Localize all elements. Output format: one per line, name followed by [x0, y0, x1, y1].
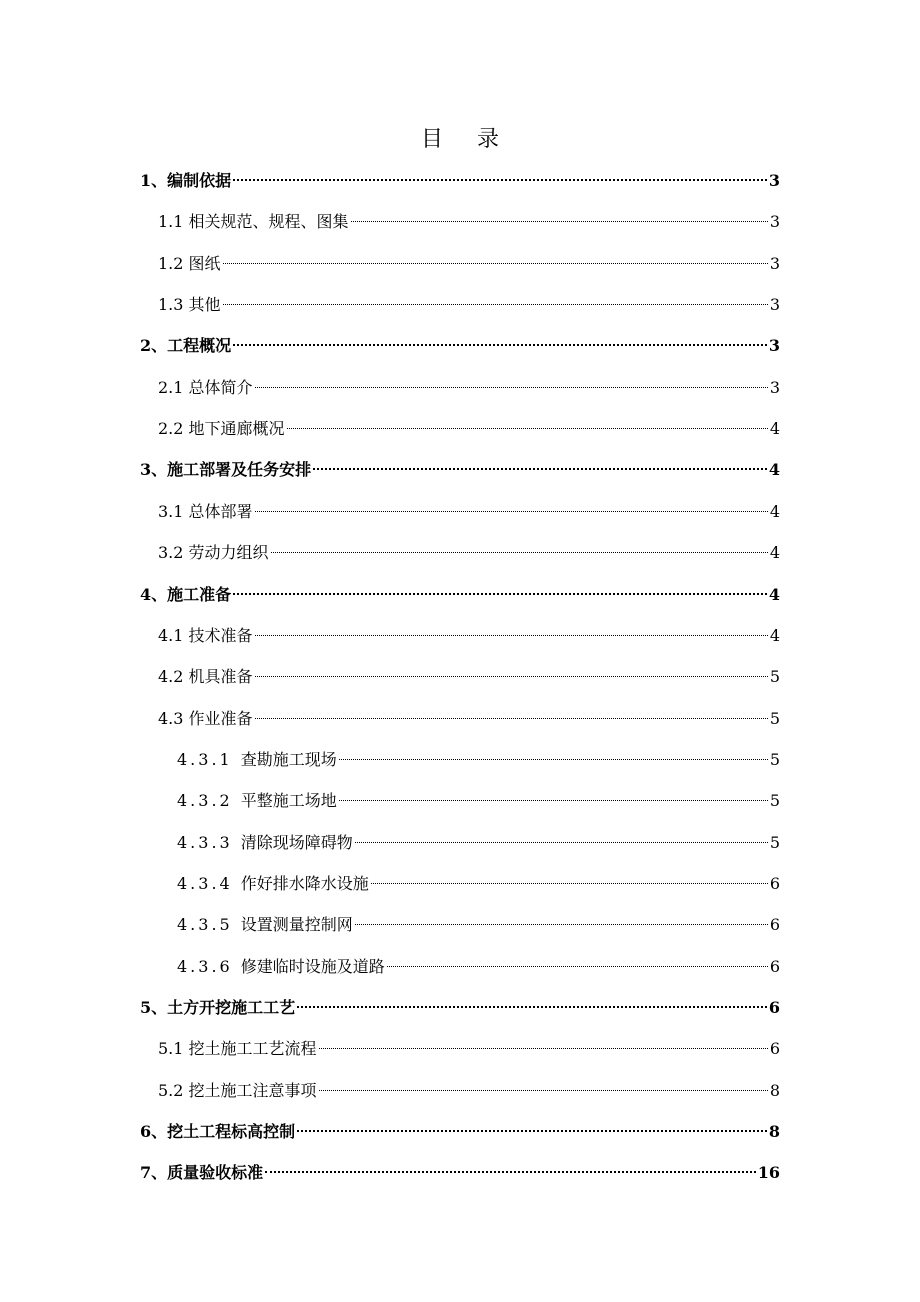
dot-leader: [233, 593, 767, 595]
toc-entry-number: 3、: [140, 460, 168, 480]
toc-entry-label: [158, 623, 253, 649]
dot-leader: [313, 468, 767, 470]
toc-entry-text: 机具准备: [188, 667, 253, 687]
dot-leader: [355, 924, 768, 925]
toc-entry-label: [140, 457, 311, 483]
toc-entry-number: 2.1: [158, 377, 189, 397]
toc-entry-page: 4: [769, 501, 780, 521]
toc-entry[interactable]: [140, 457, 780, 483]
toc-entry-label: [177, 954, 385, 980]
toc-entry-number: 4.3.1: [177, 749, 241, 769]
toc-entry[interactable]: [158, 251, 780, 277]
dot-leader: [339, 759, 768, 760]
toc-entry-label: [158, 251, 221, 277]
toc-entry-label: [177, 788, 337, 814]
toc-entry-page: 8: [769, 1080, 780, 1100]
toc-entry-number: 3.2: [158, 543, 189, 563]
page-title: [0, 122, 920, 153]
toc-entry-page: 8: [768, 1122, 780, 1142]
toc-entry-page: 4: [769, 419, 780, 439]
toc-entry-number: 5.1: [158, 1039, 189, 1059]
toc-entry-text: 编制依据: [167, 171, 232, 190]
toc-entry[interactable]: [158, 664, 780, 690]
toc-entry-label: [158, 706, 253, 732]
toc-entry-text: 平整施工场地: [240, 791, 337, 811]
toc-entry-text: 清除现场障碍物: [240, 832, 353, 852]
title-char-left: 目: [420, 127, 443, 152]
toc-entry-label: [140, 995, 295, 1021]
dot-leader: [371, 883, 768, 884]
toc-entry-text: 图纸: [188, 253, 221, 273]
dot-leader: [319, 1048, 768, 1049]
toc-entry[interactable]: [177, 912, 780, 938]
toc-entry-number: 4.3: [158, 708, 189, 728]
toc-entry[interactable]: [158, 706, 780, 732]
toc-entry-page: 3: [769, 253, 780, 273]
toc-entry-text: 挖土施工工艺流程: [188, 1039, 317, 1059]
toc-entry-label: [158, 1036, 317, 1062]
toc-entry-number: 1.2: [158, 253, 189, 273]
toc-entry-text: 施工部署及任务安排: [167, 460, 312, 480]
dot-leader: [255, 718, 768, 719]
dot-leader: [255, 676, 768, 677]
dot-leader: [265, 1171, 756, 1173]
dot-leader: [387, 966, 768, 967]
toc-entry[interactable]: [158, 1036, 780, 1062]
toc-entry-text: 挖土施工注意事项: [188, 1080, 317, 1100]
toc-entry[interactable]: [177, 788, 780, 814]
toc-entry-text: 施工准备: [167, 584, 232, 604]
toc-entry-label: [140, 168, 231, 194]
toc-entry-page: 5: [769, 667, 780, 687]
toc-entry-text: 技术准备: [188, 625, 253, 645]
toc-entry[interactable]: [140, 582, 780, 608]
dot-leader: [255, 635, 768, 636]
toc-entry-number: 7、: [140, 1163, 168, 1183]
dot-leader: [297, 1130, 767, 1132]
toc-entry-label: [158, 499, 253, 525]
toc-entry-text: 工程概况: [167, 336, 232, 356]
dot-leader: [223, 263, 768, 264]
toc-entry-page: 16: [757, 1163, 780, 1183]
toc-entry[interactable]: [140, 1160, 780, 1186]
dot-leader: [271, 552, 768, 553]
toc-entry[interactable]: [177, 747, 780, 773]
dot-leader: [255, 511, 768, 512]
toc-entry-text: 土方开挖施工工艺: [167, 998, 296, 1017]
dot-leader: [339, 800, 768, 801]
toc-entry-label: [158, 209, 349, 235]
toc-entry[interactable]: [177, 830, 780, 856]
toc-entry-number: 5.2: [158, 1080, 189, 1100]
toc-entry-page: 6: [768, 998, 780, 1017]
toc-entry-text: 作好排水降水设施: [240, 873, 369, 893]
toc-entry-label: [158, 292, 221, 318]
title-char-right: 录: [477, 127, 500, 152]
toc-entry-number: 2、: [140, 336, 168, 356]
toc-entry-page: 4: [769, 625, 780, 645]
toc-entry-text: 地下通廊概况: [188, 419, 285, 439]
toc-entry-label: [158, 540, 269, 566]
toc-entry-page: 6: [769, 915, 780, 935]
toc-entry-page: 5: [769, 832, 780, 852]
toc-entry-page: 5: [769, 708, 780, 728]
toc-entry-label: [158, 664, 253, 690]
toc-entry-page: 6: [769, 873, 780, 893]
toc-entry[interactable]: [140, 995, 780, 1021]
toc-entry-page: 4: [768, 460, 780, 480]
toc-entry-text: 设置测量控制网: [240, 915, 353, 935]
toc-entry-page: 3: [768, 336, 780, 356]
dot-leader: [351, 221, 768, 222]
toc-entry[interactable]: [158, 209, 780, 235]
toc-entry-number: 3.1: [158, 501, 189, 521]
dot-leader: [223, 304, 768, 305]
dot-leader: [355, 842, 768, 843]
dot-leader: [233, 344, 767, 346]
toc-entry-number: 5、: [140, 998, 168, 1017]
toc-entry-page: 5: [769, 749, 780, 769]
toc-entry-label: [140, 582, 231, 608]
toc-entry[interactable]: [140, 333, 780, 359]
toc-entry[interactable]: [140, 1119, 780, 1145]
toc-entry-number: 4.3.4: [177, 873, 241, 893]
toc-entry-number: 4.3.3: [177, 832, 241, 852]
toc-entry-number: 6、: [140, 1122, 168, 1142]
toc-entry-number: 1、: [140, 171, 168, 190]
toc-entry-number: 4.3.2: [177, 791, 241, 811]
toc-entry-label: [177, 830, 353, 856]
toc-entry-number: 1.3: [158, 295, 189, 315]
toc-entry[interactable]: [158, 375, 780, 401]
dot-leader: [287, 428, 768, 429]
toc-entry-page: 6: [769, 956, 780, 976]
toc-entry-text: 修建临时设施及道路: [240, 956, 385, 976]
toc-entry[interactable]: [158, 499, 780, 525]
dot-leader: [255, 387, 768, 388]
toc-entry[interactable]: [158, 292, 780, 318]
toc-entry[interactable]: [140, 168, 780, 194]
toc-entry-text: 劳动力组织: [188, 543, 269, 563]
toc-entry-text: 质量验收标准: [167, 1163, 264, 1183]
toc-entry-number: 2.2: [158, 419, 189, 439]
toc-entry-label: [177, 747, 337, 773]
toc-entry-text: 总体简介: [188, 377, 253, 397]
toc-entry-page: 3: [769, 212, 780, 232]
toc-entry-number: 4、: [140, 584, 168, 604]
toc-entry-number: 4.1: [158, 625, 189, 645]
dot-leader: [297, 1006, 767, 1008]
toc-entry-label: [140, 333, 231, 359]
toc-entry-text: 总体部署: [188, 501, 253, 521]
dot-leader: [233, 179, 767, 181]
toc-entry[interactable]: [158, 1078, 780, 1104]
toc-entry[interactable]: [177, 871, 780, 897]
toc-entry-label: [140, 1160, 263, 1186]
toc-entry[interactable]: [177, 954, 780, 980]
toc-entry-page: 5: [769, 791, 780, 811]
toc-entry-text: 查勘施工现场: [240, 749, 337, 769]
toc-entry-label: [177, 871, 369, 897]
toc-entry-number: 4.3.6: [177, 956, 241, 976]
toc-entry-number: 4.2: [158, 667, 189, 687]
toc-entry-text: 挖土工程标高控制: [167, 1122, 296, 1142]
toc-entry-label: [177, 912, 353, 938]
toc-entry-text: 作业准备: [188, 708, 253, 728]
toc-entry-page: 4: [769, 543, 780, 563]
toc-entry-page: 4: [768, 584, 780, 604]
toc-entry-page: 3: [769, 377, 780, 397]
toc-entry[interactable]: [158, 540, 780, 566]
toc-entry[interactable]: [158, 416, 780, 442]
toc-entry-label: [158, 416, 285, 442]
toc-entry-text: 其他: [188, 295, 221, 315]
toc-entry-label: [158, 375, 253, 401]
toc-entry-page: 6: [769, 1039, 780, 1059]
toc-entry-label: [140, 1119, 295, 1145]
toc-entry-page: 3: [769, 295, 780, 315]
toc-entry-label: [158, 1078, 317, 1104]
dot-leader: [319, 1090, 768, 1091]
toc-entry-number: 4.3.5: [177, 915, 241, 935]
toc-entry-number: 1.1: [158, 212, 189, 232]
toc-entry-text: 相关规范、规程、图集: [188, 212, 349, 232]
toc-entry[interactable]: [158, 623, 780, 649]
toc-entry-page: 3: [768, 171, 780, 190]
